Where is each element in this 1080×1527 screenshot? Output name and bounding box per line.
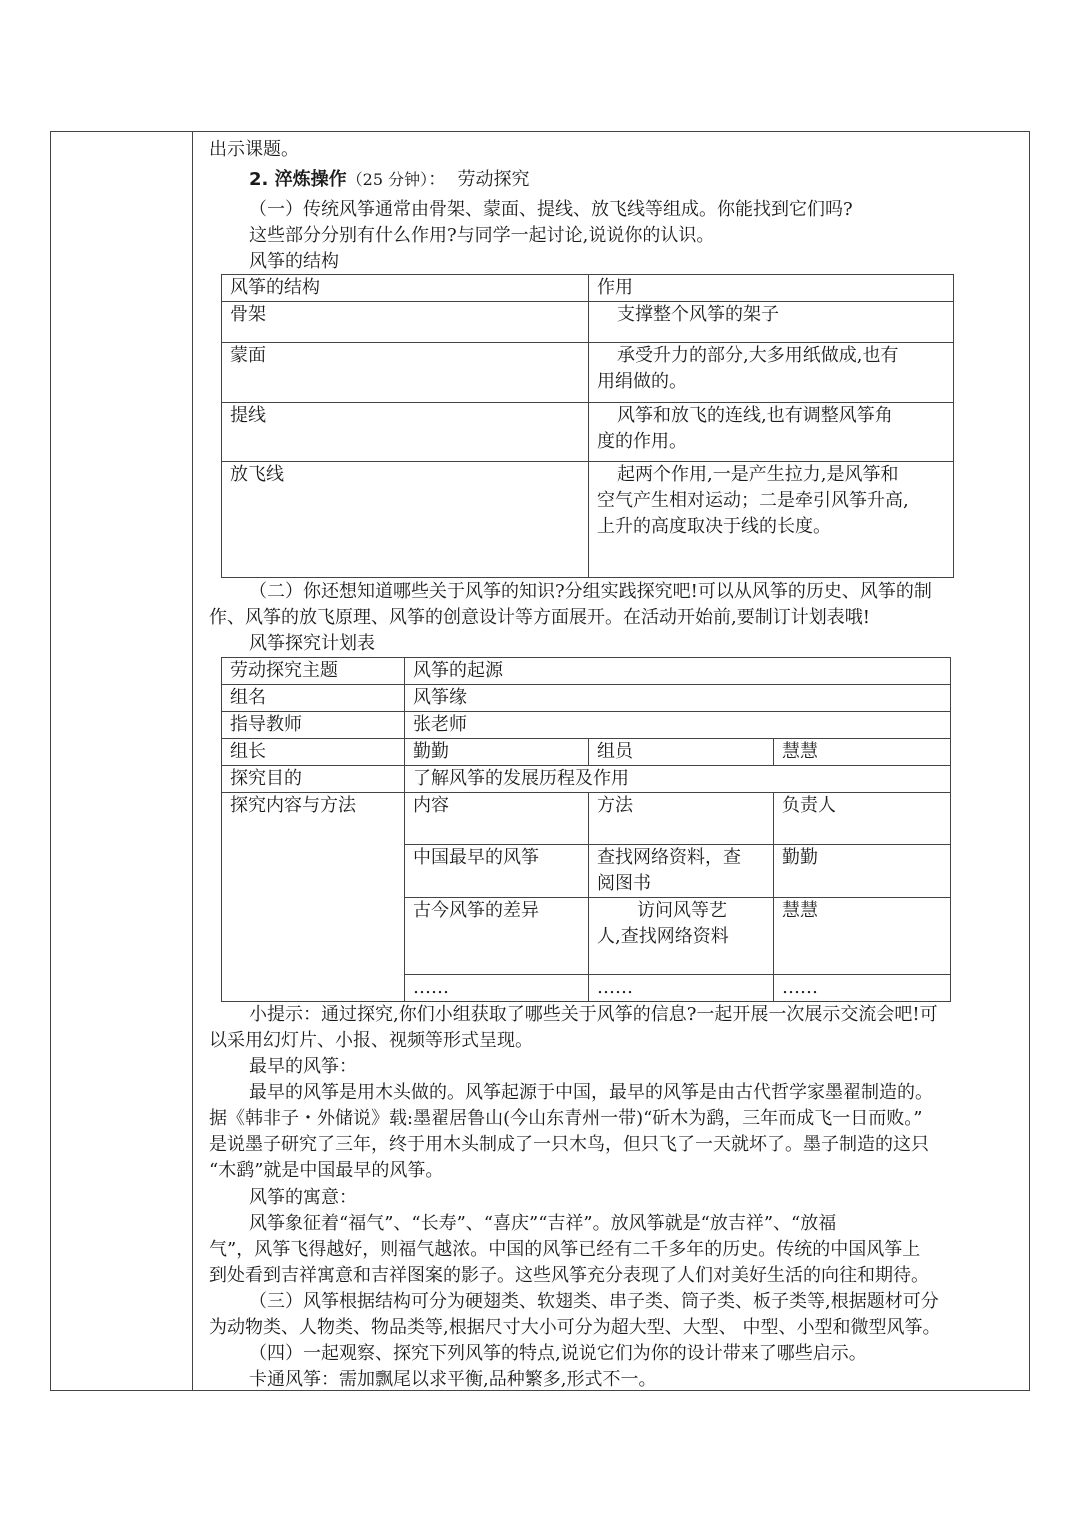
meaning-line1: 风筝象征着“福气”、“长寿”、“喜庆”“吉祥”。放风筝就是“放吉祥”、“放福 bbox=[249, 1213, 837, 1234]
structure-row-part: 放飞线 bbox=[222, 462, 589, 578]
plan-row-owner: …… bbox=[774, 975, 951, 1002]
section-duration: （25 分钟） bbox=[346, 170, 429, 189]
part2-line2: 作、风筝的放飞原理、风筝的创意设计等方面展开。在活动开始前,要制订计划表哦! bbox=[209, 607, 870, 628]
part3-line1: （三）风筝根据结构可分为硬翅类、软翅类、串子类、筒子类、板子类等,根据题材可分 bbox=[249, 1291, 939, 1312]
structure-row-part: 骨架 bbox=[222, 302, 589, 343]
part2-line1: （二）你还想知道哪些关于风筝的知识?分组实践探究吧!可以从风筝的历史、风筝的制 bbox=[249, 581, 932, 602]
plan-leader: 勤勤 bbox=[405, 739, 589, 766]
lesson-table bbox=[50, 131, 1030, 1391]
plan-teacher: 张老师 bbox=[405, 712, 951, 739]
part4-line1: （四）一起观察、探究下列风筝的特点,说说它们为你的设计带来了哪些启示。 bbox=[249, 1343, 867, 1364]
plan-row-content: …… bbox=[405, 975, 589, 1002]
left-column bbox=[51, 132, 193, 1390]
plan-purpose-label: 探究目的 bbox=[222, 766, 405, 793]
meaning-line2: 气”，风筝飞得越好，则福气越浓。中国的风筝已经有二千多年的历史。传统的中国风筝上 bbox=[209, 1239, 921, 1260]
earliest-line3: 是说墨子研究了三年，终于用木头制成了一只木鸟，但只飞了一天就坏了。墨子制造的这只 bbox=[209, 1134, 929, 1155]
earliest-line4: “木鹞”就是中国最早的风筝。 bbox=[209, 1160, 444, 1181]
plan-teacher-label: 指导教师 bbox=[222, 712, 405, 739]
plan-subheader-owner: 负责人 bbox=[774, 793, 951, 845]
structure-header-part: 风筝的结构 bbox=[222, 275, 589, 302]
earliest-line2: 据《韩非子・外储说》载:墨翟居鲁山(今山东青州一带)“斫木为鹞，三年而成飞一日而败。” bbox=[209, 1108, 923, 1129]
plan-theme-label: 劳动探究主题 bbox=[222, 658, 405, 685]
meaning-heading: 风筝的寓意： bbox=[249, 1187, 357, 1208]
structure-row-role: 支撑整个风筝的架子 bbox=[589, 302, 954, 343]
part1-line2: 这些部分分别有什么作用?与同学一起讨论,说说你的认识。 bbox=[249, 225, 715, 246]
plan-leader-label: 组长 bbox=[222, 739, 405, 766]
section-title bbox=[249, 167, 530, 193]
section-sep: ： bbox=[428, 169, 447, 190]
plan-purpose: 了解风筝的发展历程及作用 bbox=[405, 766, 951, 793]
intro-line: 出示课题。 bbox=[209, 139, 299, 160]
plan-method-label: 探究内容与方法 bbox=[222, 793, 405, 1002]
plan-theme: 风筝的起源 bbox=[405, 658, 951, 685]
tip-line2: 以采用幻灯片、小报、视频等形式呈现。 bbox=[209, 1030, 533, 1051]
part1-line1: （一）传统风筝通常由骨架、蒙面、提线、放飞线等组成。你能找到它们吗? bbox=[249, 199, 853, 220]
plan-row-method: 访问风等艺 人,查找网络资料 bbox=[589, 898, 774, 975]
plan-row-content: 古今风筝的差异 bbox=[405, 898, 589, 975]
plan-member-label: 组员 bbox=[589, 739, 774, 766]
meaning-line3: 到处看到吉祥寓意和吉祥图案的影子。这些风筝充分表现了人们对美好生活的向往和期待。 bbox=[209, 1265, 929, 1286]
part3-line2: 为动物类、人物类、物品类等,根据尺寸大小可分为超大型、大型、 中型、小型和微型风筝。 bbox=[209, 1317, 941, 1338]
plan-member: 慧慧 bbox=[774, 739, 951, 766]
plan-row-owner: 勤勤 bbox=[774, 845, 951, 898]
section-title-text: 2. 淬炼操作 bbox=[249, 169, 347, 190]
structure-row-part: 蒙面 bbox=[222, 343, 589, 403]
plan-row-method: 查找网络资料，查 阅图书 bbox=[589, 845, 774, 898]
plan-caption: 风筝探究计划表 bbox=[249, 633, 375, 654]
plan-group: 风筝缘 bbox=[405, 685, 951, 712]
plan-subheader-content: 内容 bbox=[405, 793, 589, 845]
structure-caption: 风筝的结构 bbox=[249, 251, 339, 272]
plan-row-owner: 慧慧 bbox=[774, 898, 951, 975]
tip-line1: 小提示：通过探究,你们小组获取了哪些关于风筝的信息?一起开展一次展示交流会吧!可 bbox=[249, 1004, 938, 1025]
structure-row-role: 起两个作用,一是产生拉力,是风筝和 空气产生相对运动；二是牵引风筝升高, 上升的高度取决于线的长度。 bbox=[589, 462, 954, 578]
structure-row-part: 提线 bbox=[222, 403, 589, 462]
structure-row-role: 承受升力的部分,大多用纸做成,也有 用绢做的。 bbox=[589, 343, 954, 403]
section-topic: 劳动探究 bbox=[457, 169, 530, 190]
structure-row-role: 风筝和放飞的连线,也有调整风筝角 度的作用。 bbox=[589, 403, 954, 462]
plan-row-method: …… bbox=[589, 975, 774, 1002]
part4-line2: 卡通风筝：需加飘尾以求平衡,品种繁多,形式不一。 bbox=[249, 1369, 657, 1390]
plan-group-label: 组名 bbox=[222, 685, 405, 712]
earliest-line1: 最早的风筝是用木头做的。风筝起源于中国，最早的风筝是由古代哲学家墨翟制造的。 bbox=[249, 1082, 933, 1103]
structure-header-role: 作用 bbox=[589, 275, 954, 302]
plan-table bbox=[221, 657, 951, 1002]
plan-row-content: 中国最早的风筝 bbox=[405, 845, 589, 898]
structure-table bbox=[221, 274, 954, 578]
earliest-heading: 最早的风筝： bbox=[249, 1056, 357, 1077]
plan-subheader-method: 方法 bbox=[589, 793, 774, 845]
